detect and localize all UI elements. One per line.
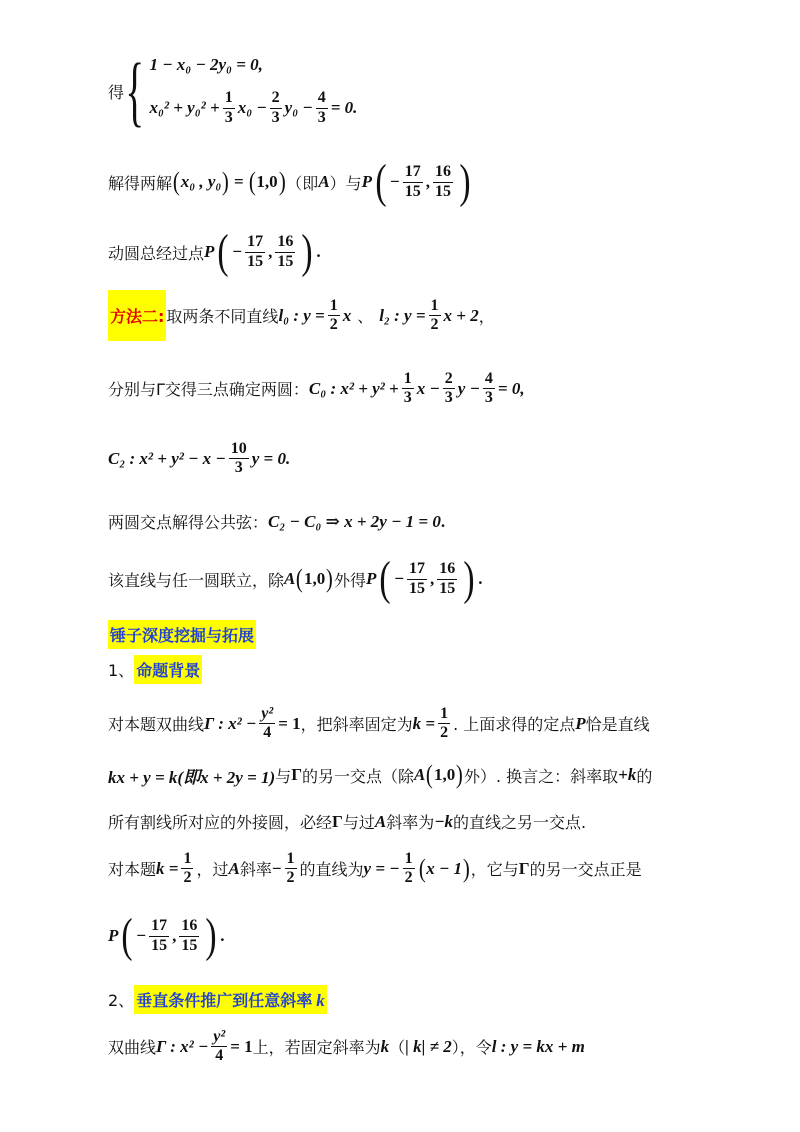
fraction: $\frac{1}{2}$ <box>404 850 413 887</box>
text: 两圆交点解得公共弦： <box>108 513 269 532</box>
point-A: A <box>284 569 296 588</box>
fraction: $\frac{16}{15}$ <box>439 560 456 597</box>
prefix-text: 得 <box>108 82 125 102</box>
point-P-line: P ( − $\frac{17}{15}$ , $\frac{16}{15}$ ) . <box>108 909 225 962</box>
fraction: $\frac{16}{15}$ <box>277 233 294 270</box>
text: 动圆总经过点 <box>108 243 205 263</box>
fraction: $\frac{4}{3}$ <box>317 89 326 126</box>
math: l₂ : y = <box>379 305 426 325</box>
fraction: $\frac{17}{15}$ <box>151 917 168 954</box>
fraction: $\frac{1}{2}$ <box>183 850 192 887</box>
text: ）与 <box>329 173 362 193</box>
point-P: P <box>204 242 215 261</box>
math: kx + y = k(即x + 2y = 1) <box>108 767 276 787</box>
section-title: 锤子深度挖掘与拓展 <box>108 620 256 649</box>
circles-line: 分别与Γ交得三点确定两圆： C₀ : x² + y² + $\frac{1}{3}$ x − $\frac{2}{3}$ y − $\frac{4}{3}$ = 0, <box>108 370 525 407</box>
text: 该直线与任一圆联立，除 <box>108 570 285 590</box>
math: Γ : x² − <box>156 1036 209 1056</box>
point-A: A <box>318 172 330 191</box>
fraction: $\frac{2}{3}$ <box>444 370 453 407</box>
circle-c2-line: C₂ : x² + y² − x − $\frac{10}{3}$ y = 0. <box>108 440 291 477</box>
background-line-2: kx + y = k(即x + 2y = 1) 与 Γ 的另一交点（除 A ( 1,0 ) 外）. 换言之：斜率取 +k 的 <box>108 760 653 789</box>
math: = <box>234 172 244 191</box>
method-two-badge: 方法二: <box>108 290 166 341</box>
math: l₀ : y = <box>278 305 325 325</box>
intersection-line: 该直线与任一圆联立，除 A ( 1,0 ) 外得 P ( − $\frac{17}{15}$ , $\frac{16}{15}$ ) . <box>108 552 483 605</box>
point-P: P <box>575 713 586 733</box>
subsection-2 <box>108 985 327 1014</box>
point-P: P <box>108 926 119 945</box>
text: 解得两解 <box>108 173 173 193</box>
math: Γ : x² − <box>204 713 257 733</box>
text: 取两条不同直线 <box>166 307 279 326</box>
fraction: $\frac{4}{3}$ <box>484 370 493 407</box>
background-line-4: 对本题 k = $\frac{1}{2}$ ，过 A 斜率 − $\frac{1}{2}$ 的直线为 y = − $\frac{1}{2}$ ( x − 1 ) ，它与 Γ 的另一交点正是 <box>108 850 642 887</box>
subsection-title: 命题背景 <box>134 655 202 684</box>
math: 1,0 <box>256 172 278 191</box>
fraction: $\frac{10}{3}$ <box>230 440 247 477</box>
math: C₀ : x² + y² + <box>308 378 399 398</box>
subsection-1 <box>108 655 202 684</box>
system-eq-2-part: y₀ − <box>284 98 313 117</box>
item-number: 1、 <box>108 661 135 680</box>
item-number: 2、 <box>108 991 135 1010</box>
text: 分别与Γ交得三点确定两圆： <box>108 380 309 400</box>
math: C₂ − C₀ ⇒ x + 2y − 1 = 0 <box>268 511 441 531</box>
fraction: $\frac{2}{3}$ <box>271 89 280 126</box>
fraction: $\frac{1}{2}$ <box>440 705 449 742</box>
fraction: $\frac{\text{y²}}{4}$ <box>261 705 274 742</box>
equation-system <box>108 47 358 134</box>
fraction: $\frac{\text{y²}}{4}$ <box>213 1028 226 1065</box>
point-P: P <box>361 172 373 191</box>
generalization-line: 双曲线 Γ : x² − $\frac{\text{y²}}{4}$ = 1 上，若固定斜率为 k （ | k| ≠ 2 ），令 l : y = kx + m <box>108 1028 585 1065</box>
system-eq-1: 1 − x₀ − 2y₀ = 0, <box>149 55 263 75</box>
math: x₀ , y₀ <box>180 172 222 191</box>
fraction: $\frac{1}{2}$ <box>430 296 439 333</box>
fraction: $\frac{16}{15}$ <box>434 163 451 200</box>
point-P: P <box>365 569 377 588</box>
fraction: $\frac{1}{2}$ <box>329 296 338 333</box>
system-eq-2-part: x₀ − <box>237 98 267 117</box>
fraction: $\frac{17}{15}$ <box>247 233 264 270</box>
fixed-point-line: 动圆总经过点 P ( − $\frac{17}{15}$ , $\frac{16}{15}$ ) . <box>108 225 321 278</box>
background-line-1: 对本题双曲线 Γ : x² − $\frac{\text{y²}}{4}$ = 1 ，把斜率固定为 k = $\frac{1}{2}$ . 上面求得的定点 P 恰是直线 <box>108 705 650 742</box>
math: C₂ : x² + y² − x − <box>108 448 226 468</box>
fraction: $\frac{1}{3}$ <box>403 370 412 407</box>
fraction: $\frac{17}{15}$ <box>404 163 421 200</box>
fraction: $\frac{17}{15}$ <box>409 560 426 597</box>
system-eq-2-part: x₀² + y₀² + <box>149 98 220 117</box>
background-line-3: 所有割线所对应的外接圆，必经 Γ 与过 A 斜率为 −k 的直线之另一交点. <box>108 811 587 832</box>
solution-line: 解得两解 ( x₀ , y₀ ) = ( 1,0 ) （即 A ）与 P ( − $\frac{17}{15}$ , $\frac{16}{15}$ ) <box>108 155 471 208</box>
system-eq-2-part: = 0. <box>330 98 358 117</box>
fraction: $\frac{16}{15}$ <box>181 917 198 954</box>
subsection-title: 垂直条件推广到任意斜率 k <box>134 985 327 1014</box>
common-chord-line: 两圆交点解得公共弦： C₂ − C₀ ⇒ x + 2y − 1 = 0 . <box>108 511 446 532</box>
left-brace: { <box>125 47 145 134</box>
fraction: $\frac{1}{2}$ <box>286 850 295 887</box>
text: 外得 <box>333 570 366 590</box>
method-two-line: 方法二: 取两条不同直线 l₀ : y = $\frac{1}{2}$ x 、 l₂ : y = $\frac{1}{2}$ x + 2 ， <box>108 290 495 341</box>
fraction: $\frac{1}{3}$ <box>224 89 233 126</box>
text: （即 <box>286 173 319 193</box>
